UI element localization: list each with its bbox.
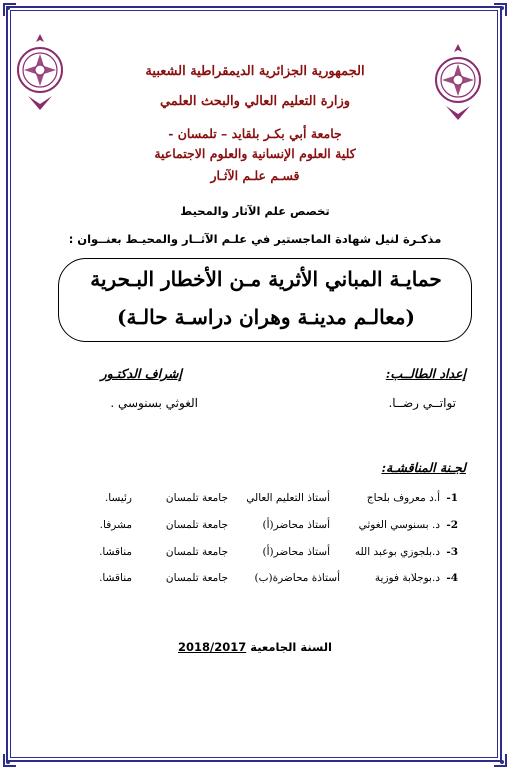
student-name: تواتــي رضــا. (388, 396, 456, 410)
academic-year (0, 640, 510, 654)
thesis-title-box (58, 258, 472, 342)
member-number: 2- (446, 519, 458, 531)
member-name: د.بوجلابة فوزية (374, 572, 440, 584)
supervisor-label: إشراف الدكتـور (100, 366, 182, 381)
member-rank: أستاذة محاضرة(ب) (254, 572, 340, 584)
member-name: د. بسنوسي الغوثي (358, 519, 440, 531)
member-role: مشرفا. (99, 519, 132, 531)
corner-ornament-icon (493, 753, 507, 767)
committee-row (0, 546, 510, 562)
member-number: 1- (446, 492, 458, 504)
member-rank: أستاذ محاضر(أ) (262, 546, 330, 558)
academic-year-value: 2018/2017 (177, 640, 247, 654)
member-number: 4- (446, 572, 458, 584)
committee-row (0, 519, 510, 535)
corner-ornament-icon (3, 3, 17, 17)
specialty: تخصص علم الآثار والمحيط (180, 204, 330, 218)
university-name: جامعة أبي بكـر بلقايد – تلمسان - (168, 126, 342, 141)
member-name: أ.د معروف بلحاج (366, 492, 440, 504)
faculty-name: كلية العلوم الإنسانية والعلوم الاجتماعية (154, 146, 356, 161)
member-university: جامعة تلمسان (165, 572, 228, 584)
member-rank: أستاذ التعليم العالي (246, 492, 330, 504)
member-rank: أستاذ محاضر(أ) (262, 519, 330, 531)
member-university: جامعة تلمسان (165, 492, 228, 504)
corner-ornament-icon (3, 753, 17, 767)
member-role: مناقشا. (99, 572, 132, 584)
committee-row (0, 492, 510, 508)
thesis-title-line1: حمايـة المباني الأثرية مـن الأخطار البـحرية (90, 267, 442, 291)
student-label: إعداد الطالــب: (385, 366, 466, 381)
member-role: مناقشا. (99, 546, 132, 558)
member-role: رئيسا. (104, 492, 132, 504)
committee-row (0, 572, 510, 588)
memoir-line: مذكـرة لنيل شهادة الماجستير في علـم الآثــار والمحيـط بعنــوان : (68, 232, 442, 246)
department-name: قسـم علـم الآثـار (210, 168, 300, 183)
thesis-title-line2: (معالـم مدينـة وهران دراسـة حالـة) (117, 305, 415, 329)
member-university: جامعة تلمسان (165, 519, 228, 531)
member-name: د.بلجوزي بوعبد الله (354, 546, 440, 558)
member-university: جامعة تلمسان (165, 546, 228, 558)
committee-label: لجـنة المناقشـة: (381, 460, 466, 475)
member-number: 3- (446, 546, 458, 558)
university-seal-icon (432, 42, 484, 122)
supervisor-name: الغوثي بسنوسي . (110, 396, 198, 410)
ministry-name: وزارة التعليم العالي والبحث العلمي (159, 94, 351, 109)
corner-ornament-icon (493, 3, 507, 17)
academic-year-label: السنة الجامعية (250, 640, 332, 654)
republic-name: الجمهورية الجزائرية الديمقراطية الشعبية (145, 64, 365, 79)
